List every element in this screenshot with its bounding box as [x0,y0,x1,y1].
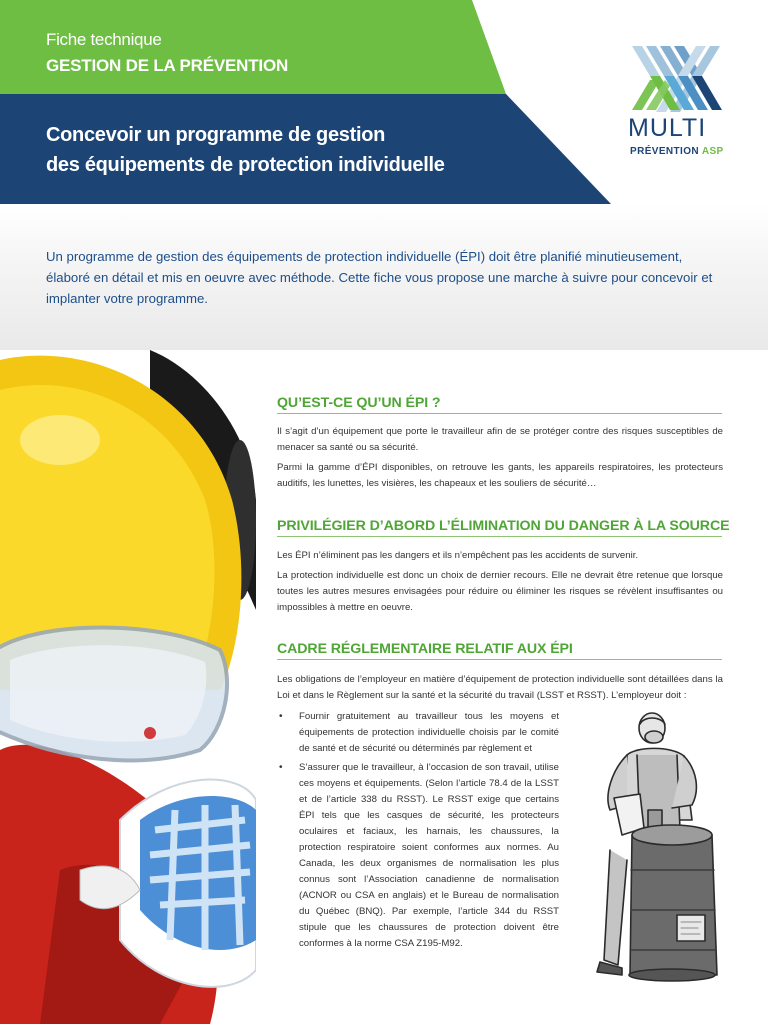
worker-illustration-image [592,710,732,985]
section-epi-paragraph-2: Parmi la gamme d’ÉPI disponibles, on retrouve les gants, les appareils respiratoires, les protecteurs auditifs, les lunettes, les visières, les chapeaux et les souliers de sécurité… [277,462,723,489]
logo-sub-text: PRÉVENTION [630,146,700,157]
logo-word: MULTI [628,114,707,142]
section-epi-paragraph-1: Il s’agit d’un équipement que porte le travailleur afin de se protéger contre des risques susceptibles de menacer sa santé ou sa sécurité. [277,426,723,453]
logo-sub-asp: ASP [701,146,724,157]
section-cadre-paragraph-1: Les obligations de l’employeur en matière d’équipement de protection individuelle sont détaillées dans la Loi et dans le Règlement sur la santé et la sécurité du travail (LSST et RSST). L’employeur doit : [277,674,723,701]
intro-paragraph: Un programme de gestion des équipements de protection individuelle (ÉPI) doit être planifié minutieusement, élaboré en détail et mis en oeuvre avec méthode. Cette fiche vous propose une marche à suivre pour concevoir et implanter votre programme. [46,249,713,306]
ppe-photo-image [0,350,256,1024]
section-heading-elimination: PRIVILÉGIER D’ABORD L’ÉLIMINATION DU DANGER À LA SOURCE [277,518,722,537]
bullet-list [277,709,559,952]
document-title [46,120,566,180]
section-elimination-paragraph-2: La protection individuelle est donc un choix de dernier recours. Elle ne devrait être retenue que lorsque toutes les autres mesures envisagées pour réduire ou éliminer les risques se révèlent insuffisantes ou impossibles à mettre en oeuvre. [277,570,723,613]
section-heading-cadre: CADRE RÉGLEMENTAIRE RELATIF AUX ÉPI [277,641,722,660]
section-heading-epi: QU’EST-CE QU’UN ÉPI ? [277,395,722,414]
list-item: • Fournir gratuitement au travailleur tous les moyens et équipements de protection individuelle choisis par le comité de santé et de sécurité ou déterminés par règlement et [277,709,559,757]
title-line-1: Concevoir un programme de gestion [46,124,386,146]
logo-subtitle [630,146,724,157]
section-cadre-bullets [277,709,559,952]
title-line-2: des équipements de protection individuelle [46,154,445,176]
list-item: • S’assurer que le travailleur, à l’occasion de son travail, utilise ces moyens et équipements. (Selon l’article 78.4 de la LSST et de l’article 338 du RSST). Le RSST exige que certains ÉPI tels que les casques de sécurité, les protecteurs oculaires et faciaux, les harnais, les chaussures, la protection respiratoire soient conformes aux normes. Au Canada, les deux organismes de normalisation les plus connus sont l’Association canadienne de normalisation (ACNOR ou CSA en anglais) et le Bureau de normalisation du Québec (BNQ). Par exemple, l’article 344 du RSST stipule que les chaussures de protection doivent être conformes à la norme CSA Z195-M92. [277,760,559,952]
fiche-label: Fiche technique [46,30,162,49]
fiche-title: GESTION DE LA PRÉVENTION [46,56,289,75]
section-elimination-paragraph-1: Les ÉPI n’éliminent pas les dangers et ils n’empêchent pas les accidents de survenir. [277,550,639,561]
